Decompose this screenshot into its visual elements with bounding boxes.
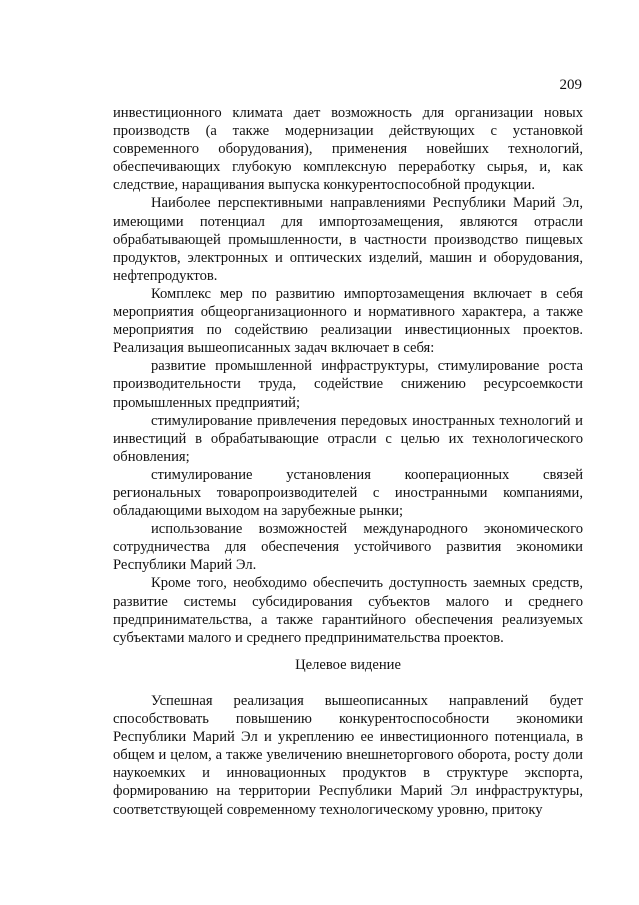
closing-section (113, 692, 583, 819)
document-body (113, 104, 583, 647)
paragraph-priority-directions: Наиболее перспективными направлениями Республики Марий Эл, имеющими потенциал для импортозамещения, являются отрасли обрабатывающей промышленности, в частности производство пищевых продуктов, электронных и оптических изделий, машин и оборудования, нефтепродуктов. (113, 195, 583, 284)
list-item-infrastructure: развитие промышленной инфраструктуры, стимулирование роста производительности труда, содействие снижению ресурсоемкости промышленных предприятий; (113, 358, 583, 411)
list-item-international: использование возможностей международного экономического сотрудничества для обеспечения устойчивого развития экономики Республики Марий Эл. (113, 521, 583, 574)
list-item-cooperation: стимулирование установления кооперационных связей региональных товаропроизводителей с иностранными компаниями, обладающими выходом на зарубежные рынки; (113, 466, 583, 520)
paragraph-measures: Комплекс мер по развитию импортозамещения включает в себя мероприятия общеорганизационного и нормативного характера, а также мероприятия по содействию реализации инвестиционных проектов. Реализация вышеописанных задач включает в себя: (113, 285, 583, 357)
paragraph-continuation: инвестиционного климата дает возможность для организации новых производств (а также модернизации действующих с установкой современного оборудования), применения новейших технологий, обеспечивающих глубокую комплексную переработку сырья, и, как следствие, наращивания выпуска конкурентоспособной продукции. (113, 105, 583, 194)
section-heading: Целевое видение (295, 657, 401, 673)
page-number: 209 (559, 77, 582, 93)
list-item-technologies: стимулирование привлечения передовых иностранных технологий и инвестиций в обрабатывающие отрасли с целью их технологического обновления; (113, 412, 583, 465)
paragraph-credit-access: Кроме того, необходимо обеспечить доступность заемных средств, развитие системы субсидирования субъектов малого и среднего предпринимательства, а также гарантийного обеспечения реализуемых субъектами малого и среднего предпринимательства проектов. (113, 575, 583, 646)
paragraph-closing: Успешная реализация вышеописанных направлений будет способствовать повышению конкурентоспособности экономики Республики Марий Эл и укреплению ее инвестиционного потенциала, в общем и целом, а также увеличению внешнеторгового оборота, росту доли наукоемких и инновационных продуктов в структуре экспорта, формированию на территории Республики Марий Эл инфраструктуры, соответствующей современному технологическому уровню, притоку (113, 693, 583, 818)
